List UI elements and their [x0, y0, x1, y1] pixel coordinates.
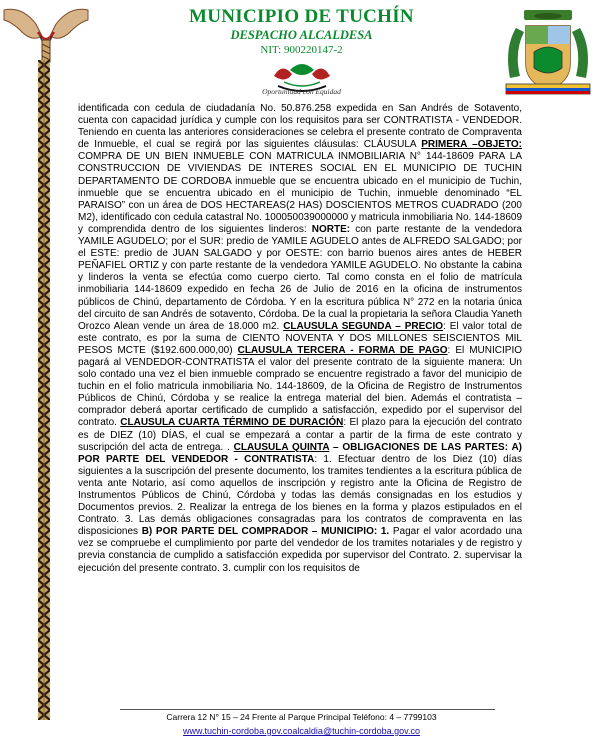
clause-fifth-heading: CLAUSULA QUINTA	[233, 441, 330, 453]
obligations-heading: – OBLIGACIONES DE LAS PARTES: A) POR PARTE DEL VENDEDOR - CONTRATISTA	[78, 441, 523, 465]
clause-third-heading: CLAUSULA TERCERA - FORMA DE PAGO	[237, 344, 448, 356]
object-text: COMPRA DE UN BIEN INMUEBLE CON MATRICULA INMOBILIARIA N° 144-18609 PARA LA CONSTRUCCION DE VIVIENDAS DE INTERES SOCIAL EN EL MUNICIPIO DE TUCHIN DEPARTAMENTO DE CORDOBA inmueble que se encuentra ubicado en el municipio de Tuchin, inmueble que se encuentra ubicado en el municipio de Tuchin, inmueble denominado “EL PARAISO” con un área de DOS HECTAREAS(2 HAS) DOSCIENTOS METROS CUADRADO (200 M2), identificado con cedula catastral No. 100050039000000 y matricula inmobiliaria No. 144-18609 y comprendida dentro de los siguientes linderos:	[78, 151, 522, 235]
nit-number: NIT: 900220147-2	[260, 44, 343, 56]
buyer-obligations-text: Pagar el valor acordado una vez se compruebe el cumplimiento por parte del vendedor de los tramites notariales y de registro y previa constancia de cumplido a satisfacción expedida por supervisor del Contrato. 2. supervisar la ejecución del presente contrato. 3. cumplir con los requisitos de	[78, 526, 523, 574]
slogan: Oportunidad con Equidad	[262, 87, 341, 96]
footer-address: Carrera 12 N° 15 – 24 Frente al Parque Principal Teléfono: 4 – 7799103	[166, 712, 437, 722]
municipality-title: MUNICIPIO DE TUCHÍN	[189, 6, 414, 27]
office-subtitle: DESPACHO ALCALDESA	[230, 28, 373, 42]
braided-rope-border-icon	[38, 60, 50, 720]
clause-first-heading: PRIMERA –OBJETO:	[421, 139, 522, 151]
contract-body	[78, 103, 522, 575]
footer-divider	[120, 709, 495, 710]
clause-fourth-heading: CLAUSULA CUARTA TÉRMINO DE DURACIÓN	[120, 417, 344, 429]
price-text: : El valor total de este contrato, es por la suma de CIENTO NOVENTA Y DOS MILLONES SEISCIENTOS MIL PESOS MCTE ($192.600.000,00)	[78, 320, 523, 356]
footer-links[interactable]: www.tuchin-cordoba.gov.coalcaldia@tuchin-cordoba.gov.co	[183, 726, 420, 736]
duration-text: : El plazo para la ejecución del contrato es de DIEZ (10) DÍAS, el cual se empezará a contar a partir de la firma de este contrato y suscripción del acta de entrega. .	[78, 417, 522, 453]
clause-second-heading: CLAUSULA SEGUNDA – PRECIO	[283, 320, 444, 332]
intro-text: identificada con cedula de ciudadanía No. 50.876.258 expedida en San Andrés de Sotavento, cuenta con capacidad jurídica y cumple con los requisitos para ser CONTRATISTA - VENDEDOR. Teniendo en cuenta las anteriores consideraciones se celebra el presente contrato de Compraventa de Inmueble, el cual se regirá por las siguientes cláusulas: CLÁUSULA	[78, 103, 522, 151]
buyer-obligations-heading: B) POR PARTE DEL COMPRADOR – MUNICIPIO: 1.	[141, 526, 390, 538]
letterhead	[0, 0, 603, 100]
boundaries-text: con parte restante de la vendedora YAMILE AGUDELO; por el SUR: predio de YAMILE AGUDELO antes de ALFREDO SALGADO; por el ESTE: predio de JUAN SALGADO y por OESTE: con barrio buenos aires antes de HEBER PEÑAFIEL ORTIZ y con parte restante de la vendedora YAMILE AGUDELO. No obstante la cabina y linderos la venta se efectúa como cuerpo cierto. Tal como consta en el folio de matrícula inmobiliaria 144-18609 expedido en fecha 26 de Julio de 2016 en la oficina de instrumentos públicos de Chinú, departamento de Córdoba. Y en la escritura pública N° 272 en la notaria única del circuito de san Andrés de sotavento, Córdoba. De la cual la propietaria la señora Claudia Yaneth Orozco Alean vende un área de 18.000 m2.	[78, 223, 522, 332]
contract-paragraph	[78, 103, 522, 575]
north-label: NORTE:	[311, 223, 351, 235]
municipal-crest-icon	[500, 8, 596, 100]
seller-obligations-text: : 1. Efectuar dentro de los Diez (10) días siguientes a la suscripción del presente documento, los tramites tendientes a la escritura pública de venta ante Notario, así como aquellos de inscripción y registro ante la Oficina de Registro de Instrumentos Públicos de Chinú, Córdoba y todas las demás consignadas en los estudios y Documentos previos. 2. Realizar la entrega de los bienes en la forma y plazos estipulados en el Contrato. 3. Las demás obligaciones consagradas para los contratos de compraventa en las disposiciones	[78, 453, 522, 538]
payment-text: : El MUNICIPIO pagará al VENDEDOR-CONTRATISTA el valor del presente contrato de la siguiente manera: Un solo contado una vez el bien inmueble comprado se encuentre registrado a favor del municipio de tuchin en el folio matricula inmobiliaria No. 144-18609, de la Oficina de Registro de Instrumentos Públicos de Chinú, Córdoba y se realice la entrega material del bien. Además el contratista – comprador deberá aportar certificado de cumplido a satisfacción, expedido por el supervisor del contrato.	[78, 344, 523, 429]
